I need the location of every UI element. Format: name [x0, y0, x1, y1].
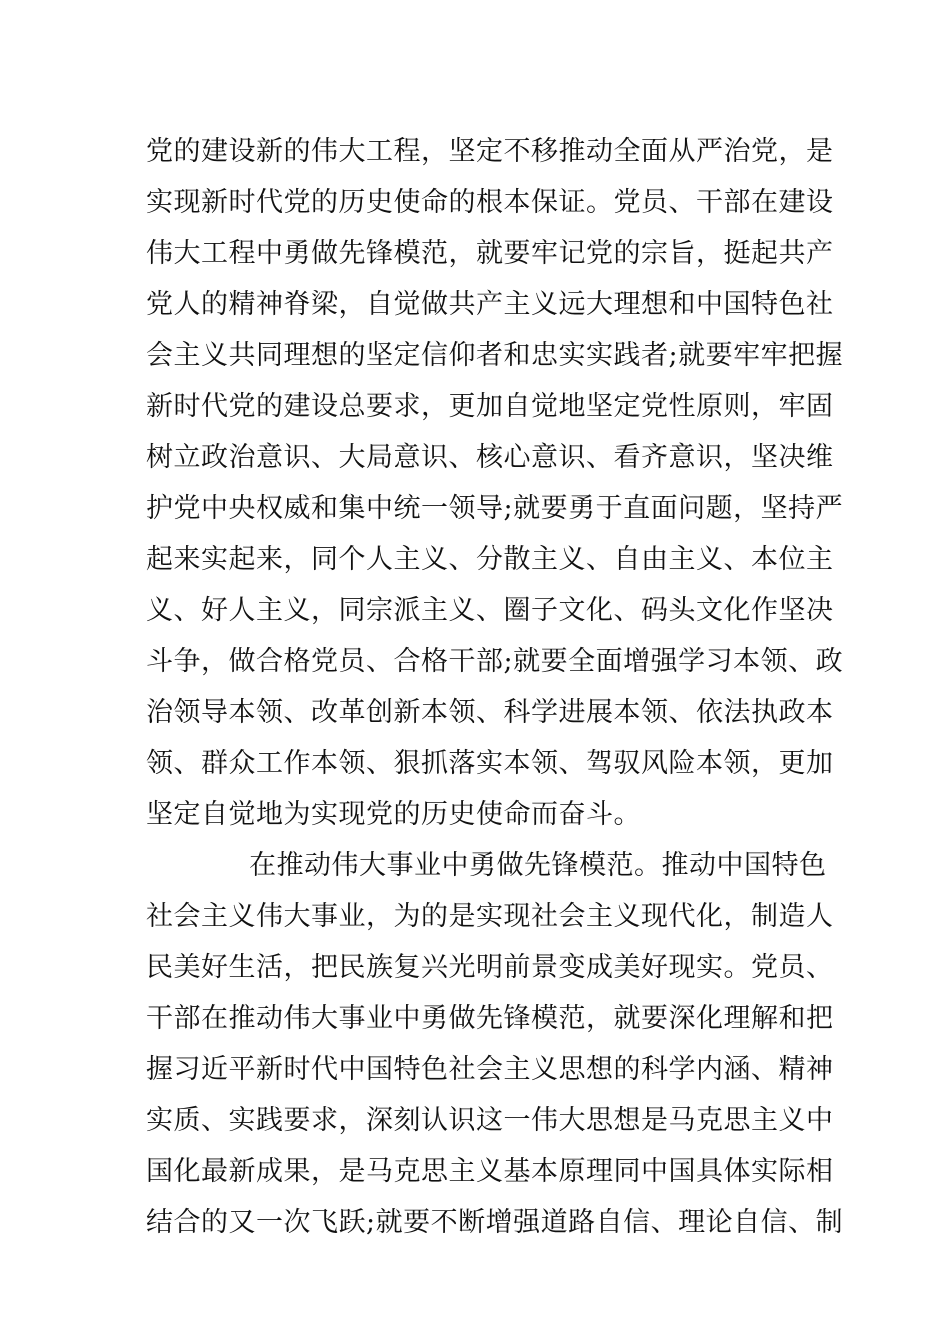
text-line: 会主义共同理想的坚定信仰者和忠实实践者;就要牢牢把握 [146, 340, 844, 371]
text-line: 国化最新成果，是马克思主义基本原理同中国具体实际相 [146, 1156, 834, 1187]
paragraph-1 [146, 126, 844, 840]
text-line: 起来实起来，同个人主义、分散主义、自由主义、本位主 [146, 544, 834, 575]
body-text [146, 126, 844, 1248]
text-line: 树立政治意识、大局意识、核心意识、看齐意识，坚决维 [146, 442, 834, 473]
text-line: 民美好生活，把民族复兴光明前景变成美好现实。党员、 [146, 952, 834, 983]
text-line: 干部在推动伟大事业中勇做先锋模范，就要深化理解和把 [146, 1003, 834, 1034]
text-line: 义、好人主义，同宗派主义、圈子文化、码头文化作坚决 [146, 595, 834, 626]
text-line: 在推动伟大事业中勇做先锋模范。推动中国特色 [249, 850, 827, 881]
text-line: 领、群众工作本领、狠抓落实本领、驾驭风险本领，更加 [146, 748, 834, 779]
text-line: 实现新时代党的历史使命的根本保证。党员、干部在建设 [146, 187, 834, 218]
text-line: 斗争，做合格党员、合格干部;就要全面增强学习本领、政 [146, 646, 844, 677]
text-line: 实质、实践要求，深刻认识这一伟大思想是马克思主义中 [146, 1105, 834, 1136]
paragraph-2 [146, 840, 844, 1248]
text-line: 伟大工程中勇做先锋模范，就要牢记党的宗旨，挺起共产 [146, 238, 834, 269]
text-line: 结合的又一次飞跃;就要不断增强道路自信、理论自信、制 [146, 1207, 844, 1238]
text-line: 党人的精神脊梁，自觉做共产主义远大理想和中国特色社 [146, 289, 834, 320]
text-line: 治领导本领、改革创新本领、科学进展本领、依法执政本 [146, 697, 834, 728]
text-line: 护党中央权威和集中统一领导;就要勇于直面问题，坚持严 [146, 493, 844, 524]
text-line: 新时代党的建设总要求，更加自觉地坚定党性原则，牢固 [146, 391, 834, 422]
text-line: 党的建设新的伟大工程，坚定不移推动全面从严治党，是 [146, 136, 834, 167]
text-line: 握习近平新时代中国特色社会主义思想的科学内涵、精神 [146, 1054, 834, 1085]
text-line: 坚定自觉地为实现党的历史使命而奋斗。 [146, 799, 641, 830]
text-line: 社会主义伟大事业，为的是实现社会主义现代化，制造人 [146, 901, 834, 932]
